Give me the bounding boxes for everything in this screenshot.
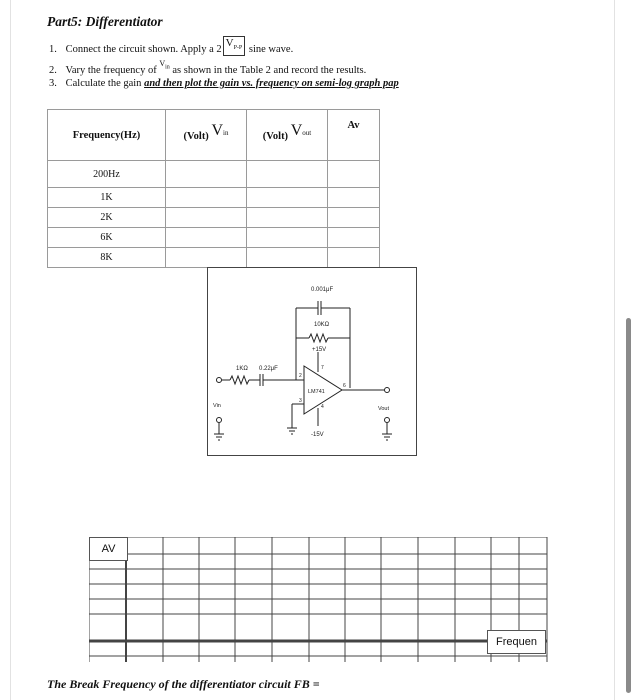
vout-sub: out <box>302 129 312 137</box>
vin-sub: in <box>223 129 229 137</box>
step-3 <box>49 78 399 89</box>
input-res-label: 1KΩ <box>236 366 248 372</box>
feedback-cap-label: 0.001μF <box>311 287 334 293</box>
step-number: 2. <box>49 65 57 76</box>
input-resistor <box>230 376 249 384</box>
av-cell[interactable] <box>328 161 380 188</box>
step-text-end: sine wave. <box>248 44 294 55</box>
vout-cell[interactable] <box>247 188 328 208</box>
scrollbar[interactable] <box>626 318 631 693</box>
table-row <box>48 208 380 228</box>
av-axis-label: AV <box>89 537 128 561</box>
pin-2: 2 <box>299 373 302 379</box>
circuit-diagram <box>207 267 417 456</box>
vin-symbol <box>159 59 170 71</box>
step-text-end: as shown in the Table 2 and record the results. <box>172 65 367 76</box>
av-cell[interactable] <box>328 228 380 248</box>
freq-cell: 6K <box>48 228 166 248</box>
step-1 <box>49 37 294 62</box>
feedback-resistor <box>309 334 328 342</box>
freq-cell: 1K <box>48 188 166 208</box>
step-text: Connect the circuit shown. Apply a 2 <box>65 44 222 55</box>
v-symbol: V <box>159 59 166 68</box>
output-terminal <box>385 388 390 393</box>
header-av: Av <box>328 110 380 161</box>
v-symbol: V <box>225 37 234 49</box>
vminus-label: -15V <box>311 432 324 438</box>
vout-cell[interactable] <box>247 228 328 248</box>
table-row <box>48 161 380 188</box>
step-text: Calculate the gain <box>65 78 142 89</box>
vin-label: Vin <box>213 403 221 409</box>
input-terminal <box>217 378 222 383</box>
op-amp-label: LM741 <box>308 389 325 395</box>
header-vout <box>247 110 328 161</box>
v-subscript: P-P <box>233 45 243 52</box>
pin-7: 7 <box>321 365 324 371</box>
vout-unit: (Volt) <box>262 131 289 142</box>
vin-cell[interactable] <box>166 248 247 268</box>
table-header-row <box>48 110 380 161</box>
vin-cell[interactable] <box>166 208 247 228</box>
vin-unit: (Volt) <box>183 131 209 142</box>
graph-grid <box>89 537 549 662</box>
pin-4: 4 <box>321 404 324 410</box>
freq-cell: 2K <box>48 208 166 228</box>
vout-cell[interactable] <box>247 161 328 188</box>
frequency-axis-label: Frequen <box>487 630 546 654</box>
break-frequency-line: The Break Frequency of the differentiator circuit FB = <box>47 677 320 691</box>
table-row <box>48 248 380 268</box>
vin-cell[interactable] <box>166 228 247 248</box>
v-subscript: in <box>165 64 170 71</box>
freq-cell: 8K <box>48 248 166 268</box>
feedback-res-label: 10KΩ <box>314 322 330 328</box>
header-frequency: Frequency(Hz) <box>48 110 166 161</box>
vout-label: Vout <box>378 406 390 412</box>
step-text: Vary the frequency of <box>65 65 157 76</box>
input-cap-label: 0.22μF <box>259 366 278 372</box>
vin-cell[interactable] <box>166 161 247 188</box>
step-2 <box>49 59 367 78</box>
page-title: Part5: Differentiator <box>47 14 163 29</box>
av-cell[interactable] <box>328 248 380 268</box>
av-cell[interactable] <box>328 208 380 228</box>
vout-v: V <box>290 122 303 139</box>
results-table <box>47 109 380 268</box>
differentiator-schematic <box>208 268 416 455</box>
semi-log-graph <box>89 537 549 667</box>
av-cell[interactable] <box>328 188 380 208</box>
step-number: 1. <box>49 44 57 55</box>
table-row <box>48 188 380 208</box>
header-vin <box>166 110 247 161</box>
vin-v: V <box>211 122 223 139</box>
freq-cell: 200Hz <box>48 161 166 188</box>
table-row <box>48 228 380 248</box>
vpp-box <box>223 36 246 56</box>
vout-cell[interactable] <box>247 208 328 228</box>
step-number: 3. <box>49 78 57 89</box>
vin-cell[interactable] <box>166 188 247 208</box>
vout-cell[interactable] <box>247 248 328 268</box>
pin-6: 6 <box>343 383 346 389</box>
vplus-label: +15V <box>312 347 327 353</box>
step-emphasis: and then plot the gain vs. frequency on semi-log graph pap <box>144 78 399 89</box>
pin-3: 3 <box>299 398 302 404</box>
